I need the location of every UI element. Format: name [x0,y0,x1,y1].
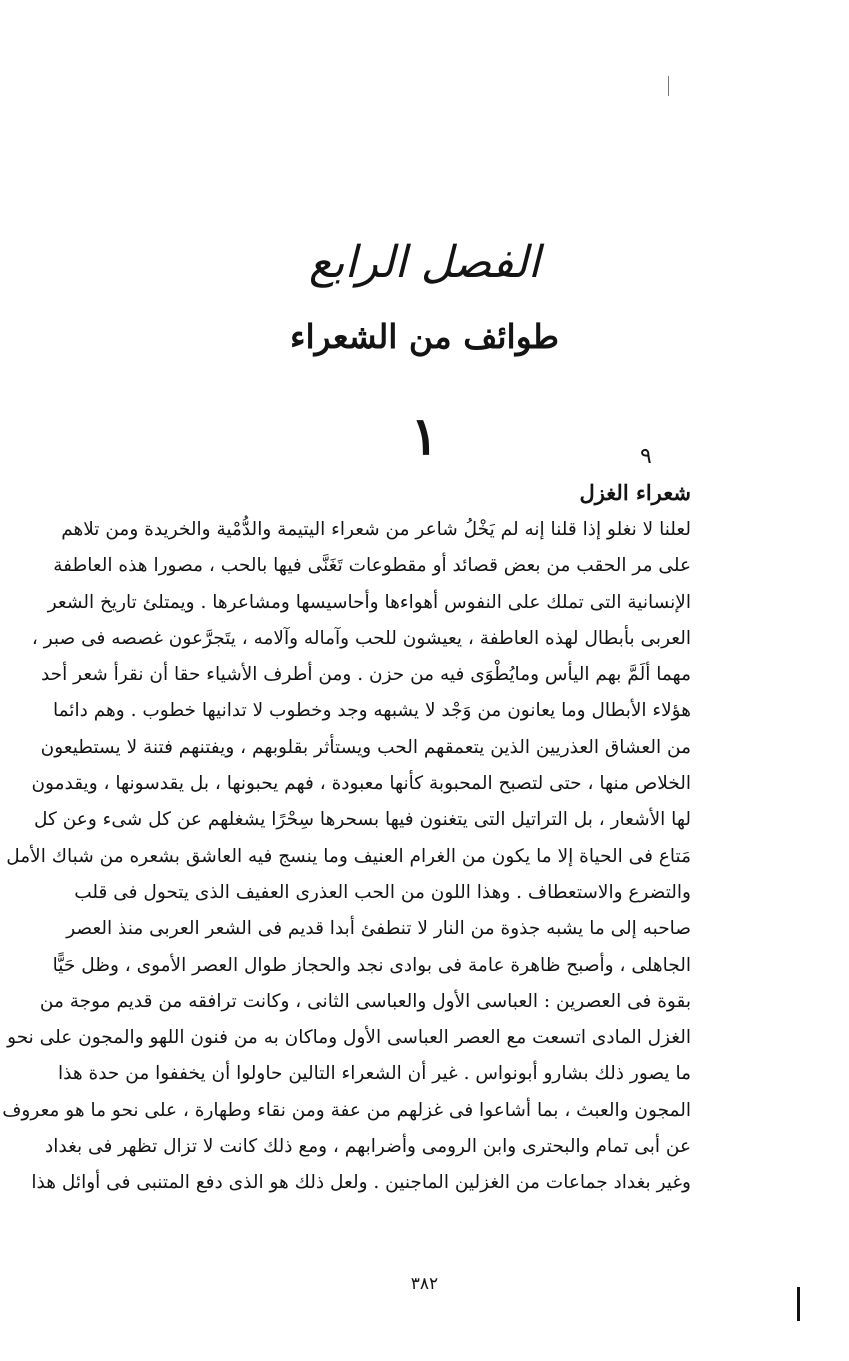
chapter-title: طوائف من الشعراء [289,317,560,356]
text-line: صاحبه إلى ما يشبه جذوة من النار لا تنطفئ أبدا قديم فى الشعر العربى منذ العصر [66,918,691,940]
text-line: والتضرع والاستعطاف . وهذا اللون من الحب العذرى العفيف الذى يتحول فى قلب [74,881,691,903]
text-line: لعلنا لا نغلو إذا قلنا إنه لم يَخْلُ شاعر من شعراء اليتيمة والدُّمْية والخريدة ومن تلاهم [61,519,691,540]
text-line: الجاهلى ، وأصبح ظاهرة عامة فى بوادى نجد والحجاز طوال العصر الأموى ، وظل حَيًّا [52,954,691,976]
section-subheading: شعراء الغزل [579,480,691,505]
text-line: بقوة فى العصرين : العباسى الأول والعباسى الثانى ، وكانت ترافقه من قديم موجة من [39,990,691,1012]
text-line: الخلاص منها ، حتى لتصبح المحبوبة كأنها معبودة ، فهم يحبونها ، بل يقدسونها ، ويقدمون [31,773,691,795]
text-line: العربى بأبطال لهذه العاطفة ، يعيشون للحب وآماله وآلامه ، يتَجرَّعون غصصه فى صبر ، [31,627,691,649]
text-line: هؤلاء الأبطال وما يعانون من وَجْد لا يشبهه وجد وخطوب لا تدانيها خطوب . وهم دائما [52,700,691,722]
page-number: ٣٨٢ [410,1274,439,1294]
scan-artifact-tick [668,76,669,96]
text-line: عن أبى تمام والبحترى وابن الرومى وأضرابهم ، ومع ذلك كانت لا تزال تظهر فى بغداد [44,1136,691,1158]
chapter-heading: الفصل الرابع [308,237,541,288]
text-line: من العشاق العذريين الذين يتعمقهم الحب ويستأثر بقلوبهم ، ويفتنهم فتنة لا يستطيعون [40,736,691,758]
text-line: مهما ألَمَّ بهم اليأس ومايُطْوَى فيه من حزن . ومن أطرف الأشياء حقا أن نقرأ شعر أحد [40,664,691,686]
text-line: الغزل المادى اتسعت مع العصر العباسى الأول وماكان به من فنون اللهو والمجون على نحو [7,1027,691,1049]
text-line: على مر الحقب من بعض قصائد أو مقطوعات تَغَنَّى فيها بالحب ، مصورا هذه العاطفة [53,555,691,577]
text-line: ما يصور ذلك بشارو أبونواس . غير أن الشعراء التالين حاولوا أن يخففوا من حدة هذا [58,1063,691,1085]
handwritten-margin-mark: ٩ [640,444,652,469]
text-line: مَتاع فى الحياة إلا ما يكون من الغرام العنيف وما ينسج فيه العاشق بشعره من شباك الأمل [6,845,691,867]
text-line: لها الأشعار ، بل التراتيل التى يتغنون فيها بسحرها سِحْرًا يشغلهم عن كل شىء وعن كل [34,809,691,831]
section-number: ١ [410,406,439,467]
text-line: وغير بغداد جماعات من الغزلين الماجنين . ولعل ذلك هو الذى دفع المتنبى فى أوائل هذا [31,1172,691,1194]
scan-artifact-bar [797,1287,800,1321]
text-line: المجون والعبث ، بما أشاعوا فى غزلهم من عفة ومن نقاء وطهارة ، على نحو ما هو معروف [2,1099,691,1121]
text-line: الإنسانية التى تملك على النفوس أهواءها وأحاسيسها ومشاعرها . ويمتلئ تاريخ الشعر [47,591,691,613]
body-paragraph [2,512,691,1202]
